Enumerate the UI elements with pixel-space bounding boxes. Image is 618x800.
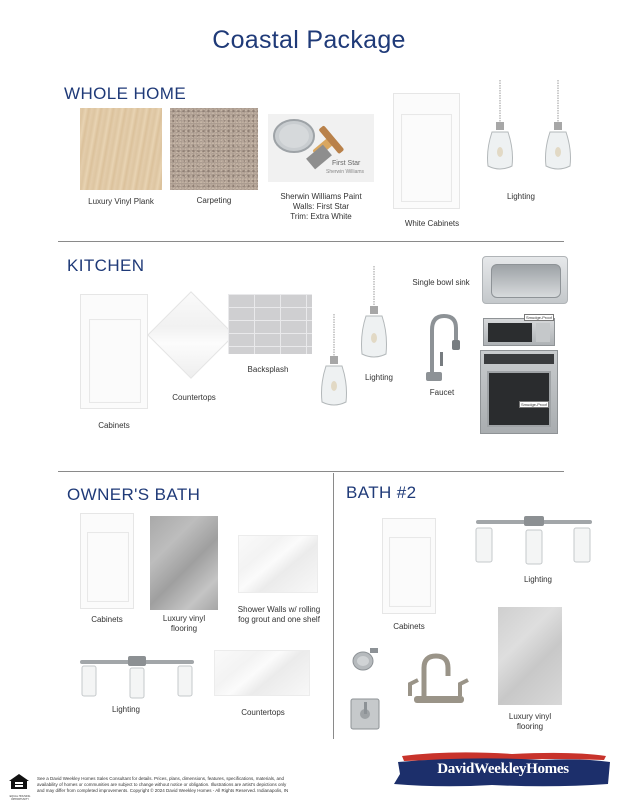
paint-swatch-brand: Sherwin Williams bbox=[326, 169, 365, 175]
range-image bbox=[480, 350, 558, 434]
showerhead-icon bbox=[350, 644, 380, 674]
brand-logo-text: DavidWeekleyHomes bbox=[437, 761, 569, 777]
faucet-caption: Faucet bbox=[429, 388, 455, 397]
bath2-cabinets-caption: Cabinets bbox=[393, 622, 425, 631]
white-cabinet-swatch bbox=[393, 93, 460, 209]
owners-bath-lighting-caption: Lighting bbox=[111, 705, 141, 714]
section-heading-bath2: BATH #2 bbox=[346, 483, 417, 502]
whole-home-lighting-caption: Lighting bbox=[506, 192, 536, 201]
paint-swatch-name: First Star bbox=[332, 160, 361, 167]
footer-disclaimer bbox=[37, 776, 327, 794]
section-heading-whole-home: WHOLE HOME bbox=[64, 84, 187, 103]
owners-bath-cabinets-caption: Cabinets bbox=[91, 615, 123, 624]
bath2-flooring-swatch bbox=[498, 607, 562, 705]
paint-caption-line2: Walls: First Star bbox=[292, 202, 350, 211]
bath2-flooring-caption bbox=[494, 712, 566, 732]
owners-bath-vanity-light-icon bbox=[76, 654, 198, 700]
section-heading-kitchen: KITCHEN bbox=[67, 256, 145, 275]
bath2-lighting-caption: Lighting bbox=[523, 575, 553, 584]
owners-bath-flooring-line1: Luxury vinyl bbox=[162, 614, 206, 623]
bath2-flooring-line2: flooring bbox=[516, 722, 544, 731]
owners-bath-flooring-caption bbox=[146, 614, 222, 634]
owners-bath-flooring-swatch bbox=[150, 516, 218, 610]
bath2-vanity-light-icon bbox=[472, 514, 596, 566]
sink-image bbox=[482, 256, 568, 304]
disclaimer-line3: and may differ from completed improvements. Copyright © 2024 David Weekley Homes - All Rights Reserved. Indianapolis, IN bbox=[37, 788, 289, 793]
shower-walls-caption bbox=[230, 605, 328, 625]
section-heading-owners-bath: OWNER'S BATH bbox=[67, 485, 201, 504]
carpet-swatch bbox=[170, 108, 258, 190]
faucet-icon bbox=[418, 312, 462, 382]
countertop-swatch bbox=[147, 291, 235, 379]
owners-bath-countertop-swatch bbox=[214, 650, 310, 696]
bath2-faucet-icon bbox=[404, 648, 472, 704]
paint-caption bbox=[262, 192, 380, 222]
white-cabinets-caption: White Cabinets bbox=[404, 219, 460, 228]
sink-caption: Single bowl sink bbox=[412, 278, 470, 287]
shower-walls-line2: fog grout and one shelf bbox=[238, 615, 320, 624]
kitchen-lighting-caption: Lighting bbox=[364, 373, 394, 382]
shower-walls-swatch bbox=[238, 535, 318, 593]
page-title: Coastal Package bbox=[212, 26, 406, 54]
backsplash-swatch bbox=[228, 294, 312, 354]
equal-housing-icon bbox=[8, 773, 30, 795]
owners-bath-cabinet-swatch bbox=[80, 513, 134, 609]
smudge-proof-badge: Smudge-Proof bbox=[526, 315, 552, 320]
bath2-flooring-line1: Luxury vinyl bbox=[508, 712, 552, 721]
lvp-caption: Luxury Vinyl Plank bbox=[88, 197, 154, 206]
paint-caption-line1: Sherwin Williams Paint bbox=[280, 192, 362, 201]
section-vertical-divider bbox=[333, 473, 334, 739]
pendant-lights-icon bbox=[480, 80, 580, 175]
bath2-cabinet-swatch bbox=[382, 518, 436, 614]
microwave-image bbox=[483, 315, 555, 346]
owners-bath-countertops-caption: Countertops bbox=[241, 708, 285, 717]
kitchen-cabinets-caption: Cabinets bbox=[98, 421, 130, 430]
shower-walls-line1: Shower Walls w/ rolling bbox=[237, 605, 321, 614]
disclaimer-line1: See a David Weekley Homes Sales Consultant for details. Prices, plans, dimensions, features, specifications, materials, and bbox=[37, 776, 285, 781]
shower-valve-icon bbox=[350, 698, 380, 730]
kitchen-cabinet-swatch bbox=[80, 294, 148, 409]
owners-bath-flooring-line2: flooring bbox=[170, 624, 198, 633]
paint-caption-line3: Trim: Extra White bbox=[290, 212, 352, 221]
section-divider bbox=[58, 241, 564, 242]
luxury-vinyl-plank-swatch bbox=[80, 108, 162, 190]
section-divider-2 bbox=[58, 471, 564, 472]
smudge-proof-badge-range: Smudge-Proof bbox=[521, 402, 547, 407]
disclaimer-line2: availability of homes or communities are subject to change without notice or obligation. Illustrations are artist's depictions only bbox=[37, 782, 287, 787]
backsplash-caption: Backsplash bbox=[247, 365, 289, 374]
kitchen-pendant-lights-icon bbox=[318, 266, 394, 408]
countertops-caption: Countertops bbox=[172, 393, 216, 402]
equal-housing-label: EQUAL HOUSING OPPORTUNITY bbox=[9, 795, 31, 800]
carpet-caption: Carpeting bbox=[196, 196, 232, 205]
paint-swatch-image bbox=[268, 114, 374, 182]
